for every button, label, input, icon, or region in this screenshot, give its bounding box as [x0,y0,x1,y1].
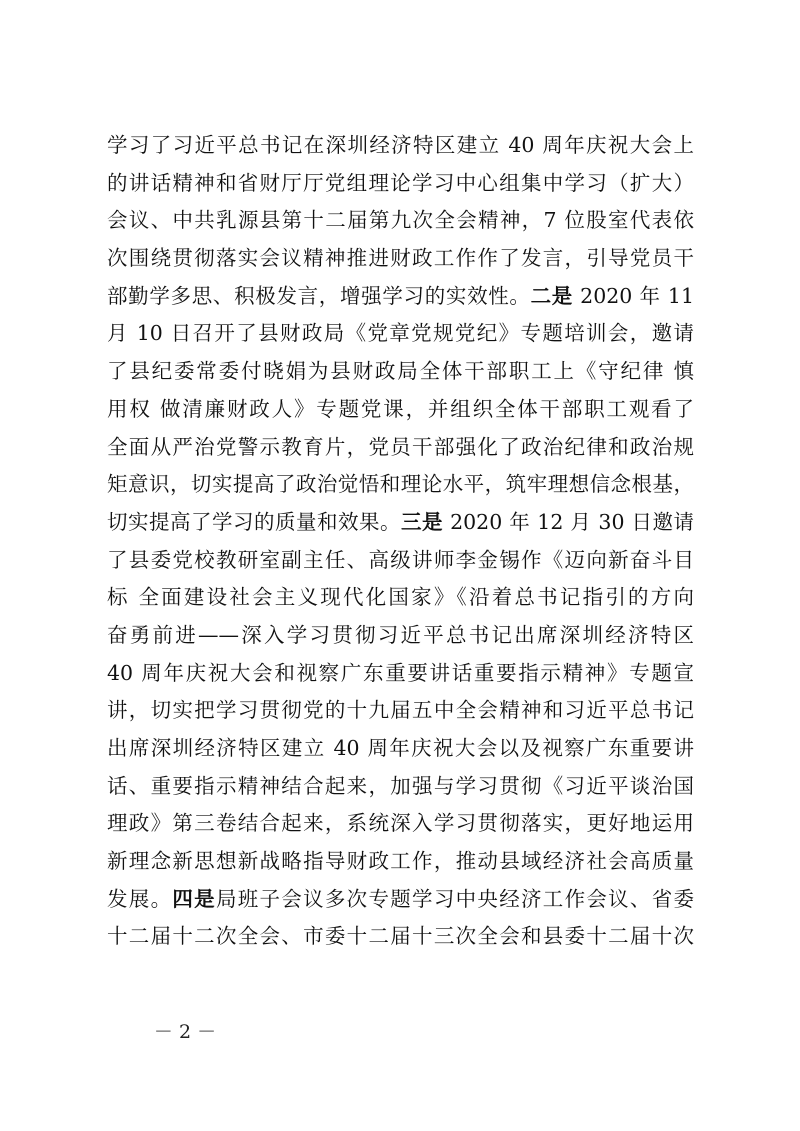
page-number: － 2 － [153,1021,217,1043]
text-line-16: 讲，切实把学习贯彻党的十九届五中全会精神和习近平总书记 [107,698,694,723]
text-line-8: 用权 做清廉财政人》专题党课，并组织全体干部职工观看了 [107,396,694,421]
text-line-7: 了县纪委常委付晓娟为县财政局全体干部职工上《守纪律 慎 [107,359,694,384]
text-line-13: 标 全面建设社会主义现代化国家》《沿着总书记指引的方向 [107,585,694,610]
text-line-3: 会议、中共乳源县第十二届第九次全会精神，7 位股室代表依 [107,208,694,233]
text-line-4: 次围绕贯彻落实会议精神推进财政工作作了发言，引导党员干 [107,246,694,271]
text-line-6: 月 10 日召开了县财政局《党章党规党纪》专题培训会，邀请 [107,321,694,346]
text-line-14: 奋勇前进——深入学习贯彻习近平总书记出席深圳经济特区 [107,622,694,647]
point-two-marker: 二是 [530,283,573,308]
text-line-21: 发展。四是局班子会议多次专题学习中央经济工作会议、省委 [107,886,694,911]
text-line-18: 话、重要指示精神结合起来，加强与学习贯彻《习近平谈治国 [107,773,694,798]
text-line-5: 部勤学多思、积极发言，增强学习的实效性。二是 2020 年 11 [107,283,694,308]
point-four-marker: 四是 [172,886,216,911]
text-line-19: 理政》第三卷结合起来，系统深入学习贯彻落实，更好地运用 [107,811,694,836]
body-text [107,127,694,956]
text-line-10: 矩意识，切实提高了政治觉悟和理论水平，筑牢理想信念根基， [107,472,694,497]
text-line-2: 的讲话精神和省财厅厅党组理论学习中心组集中学习（扩大） [107,170,694,195]
text-line-11: 切实提高了学习的质量和效果。三是 2020 年 12 月 30 日邀请 [107,509,694,534]
text-line-9: 全面从严治党警示教育片，党员干部强化了政治纪律和政治规 [107,434,694,459]
text-line-15: 40 周年庆祝大会和视察广东重要讲话重要指示精神》专题宣 [107,660,694,685]
text-line-17: 出席深圳经济特区建立 40 周年庆祝大会以及视察广东重要讲 [107,736,694,760]
text-line-1: 学习了习近平总书记在深圳经济特区建立 40 周年庆祝大会上 [107,133,694,157]
text-line-20: 新理念新思想新战略指导财政工作，推动县域经济社会高质量 [107,849,694,874]
text-line-12: 了县委党校教研室副主任、高级讲师李金锡作《迈向新奋斗目 [107,547,694,572]
point-three-marker: 三是 [401,509,444,534]
text-line-22: 十二届十二次全会、市委十二届十三次全会和县委十二届十次 [107,924,694,949]
